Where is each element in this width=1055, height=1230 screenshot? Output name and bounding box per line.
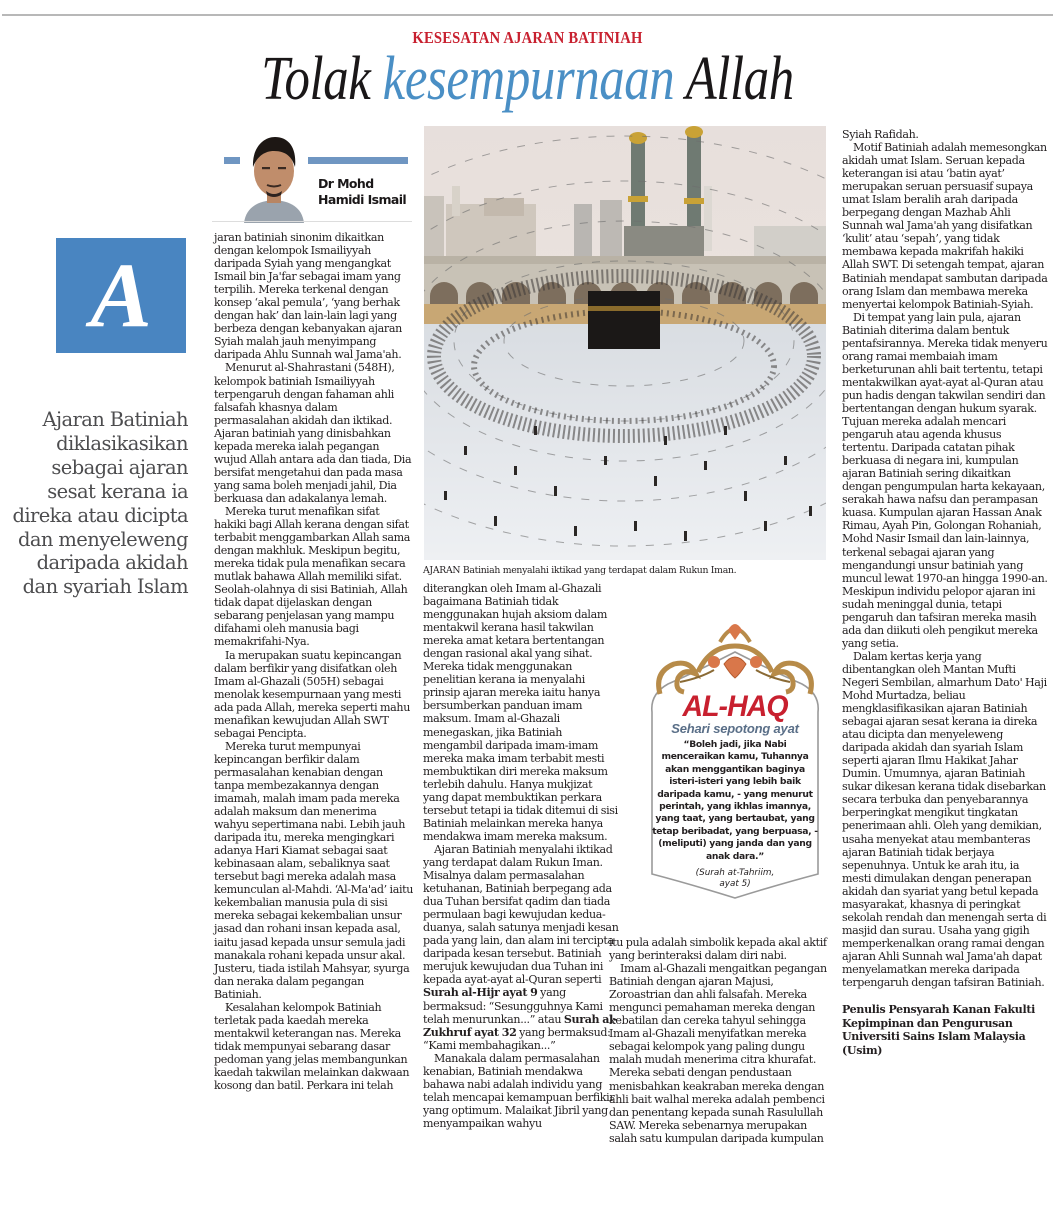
headline-accent: kesempurnaan <box>382 45 675 113</box>
al-haq-source-line-1: (Surah at-Tahriim, <box>695 868 775 878</box>
paragraph: Di tempat yang lain pula, ajaran Batiniah diterima dalam bentuk pentafsirannya. Mereka tidak menyeru orang ramai membaiah imam berketurunan ahli bait tertentu, tetapi mentakwilkan ayat-ayat al-Quran atau pun hadis dengan takwilan sendiri dan bertentangan dengan hukum syarak. Tujuan mereka adalah mencari pengaruh atau agenda khusus tertentu. Daripada catatan pihak berkuasa di negara ini, kumpulan ajaran Batiniah sering dikaitkan dengan pengumpulan harta kekayaan, serakah hawa nafsu dan perampasan kuasa. Kumpulan ajaran Hassan Anak Rimau, Ayah Pin, Golongan Rohaniah, Mohd Nasir Ismail dan lain-lainnya, terkenal sebagai ajaran yang mengandungi unsur batiniah yang muncul lewat 1970-an hingga 1990-an. Meskipun individu pelopor ajaran ini sudah meninggal dunia, tetapi pengaruh dan tafsiran mereka masih ada dan diikuti oleh pengikut mereka yang setia. <box>842 310 1048 650</box>
article-photo-kaaba <box>424 126 826 560</box>
paragraph: Motif Batiniah adalah memesongkan akidah umat Islam. Seruan kepada keterangan isi atau ‘batin ayat’ merupakan seruan persuasif supaya umat Islam beralih arah daripada berpegang dengan Mazhab Ahli Sunnah wal Jama'ah yang disifatkan ‘kulit’ atau ‘sepah’, yang tidak membawa kepada makrifah hakiki Allah SWT. Di setengah tempat, ajaran Batiniah mendapat sambutan daripada orang Islam dan membawa mereka menyertai kelompok Batiniah-Syiah. <box>842 141 1048 311</box>
text-run: yang bermaksud: “Kami membahagikan...” <box>423 1025 611 1052</box>
headline <box>95 44 960 114</box>
article-column-2 <box>423 582 619 1130</box>
headline-part-1: Tolak <box>261 45 383 113</box>
paragraph: itu pula adalah simbolik kepada akal aktif yang berinteraksi dalam diri nabi. <box>609 936 827 963</box>
section-kicker: KESESATAN AJARAN BATINIAH <box>412 28 643 47</box>
paragraph: Ia merupakan suatu kepincangan dalam berfikir yang disifatkan oleh Imam al-Ghazali (505H) sebagai menolak kesempurnaan yang mesti ada pada Allah, mereka seperti mahu menafikan kewujudan Allah SWT sebagai Pencipta. <box>214 648 410 740</box>
article-column-4 <box>842 128 1050 1057</box>
paragraph: diterangkan oleh Imam al-Ghazali bagaimana Batiniah tidak menggunakan hujah aksiom dalam mentakwil kerana hasil takwilan mereka amat ketara bertentangan dengan rasional akal yang sihat. Mereka tidak menggunakan penelitian kerana ia menyalahi prinsip ajaran mereka iaitu hanya bersumberkan panduan imam maksum. Imam al-Ghazali menegaskan, jika Batiniah mengambil daripada imam-imam mereka maka imam terbabit mesti membuktikan diri mereka maksum terlebih dahulu. Hanya mukjizat yang dapat membuktikan perkara tersebut tetapi ia tidak ditemui di sisi Batiniah melainkan mereka hanya mendakwa imam mereka maksum. <box>423 582 618 843</box>
paragraph: Manakala dalam permasalahan kenabian, Batiniah mendakwa bahawa nabi adalah individu yang telah mencapai kemampuan berfikir yang optimum. Malaikat Jibril yang menyampaikan wahyu <box>423 1051 615 1130</box>
text-run: Ajaran Batiniah menyalahi iktikad yang terdapat dalam Rukun Iman. Misalnya dalam permasalahan ketuhanan, Batiniah berpegang ada dua Tuhan bersifat qadim dan tiada permulaan bagi kewujudan kedua-duanya, salah satunya menjadi kesan pada yang lain, dan alam ini tercipta daripada kesan tersebut. Batiniah merujuk kewujudan dua Tuhan ini kepada ayat-ayat al-Quran seperti <box>423 842 619 987</box>
al-haq-verse: “Boleh jadi, jika Nabi menceraikan kamu, Tuhannya akan menggantikan baginya isteri-isteri yang lebih baik daripada kamu, - yang menurut perintah, yang ikhlas imannya, yang taat, yang bertaubat, yang tetap beribadat, yang berpuasa, - (meliputi) yang janda dan yang anak dara.” <box>652 739 818 862</box>
paragraph: Mereka turut mempunyai kepincangan berfikir dalam permasalahan kenabian dengan tanpa membezakannya dengan imamah, malah imam pada mereka adalah maksum dan menerima wahyu sepertimana nabi. Lebih jauh daripada itu, mereka mengingkari adanya Hari Kiamat sebagai saat kebinasaan alam, sebaliknya saat tersebut bagi mereka adalah masa kemunculan al-Mahdi. ‘Al-Ma'ad’ iaitu kekembalian manusia pula di sisi mereka sebagai kekembalian unsur jasad dan rohani insan kepada asal, iaitu jasad kepada unsur semula jadi manakala rohani kepada unsur akal. Justeru, tiada istilah Mahsyar, syurga dan neraka dalam pegangan Batiniah. <box>214 739 414 1001</box>
paragraph: Imam al-Ghazali mengaitkan pegangan Batiniah dengan ajaran Majusi, Zoroastrian dan ahli falsafah. Mereka mengunci pemahaman mereka dengan kebatilan dan cereka tahyul sehingga Imam al-Ghazali menyifatkan mereka sebagai kelompok yang paling dungu malah mudah menerima citra khurafat. Mereka sebati dengan pendustaan menisbahkan keakraban mereka dengan ahli bait walhal mereka adalah pembenci dan penentang kepada sunah Rasulullah SAW. Mereka sebenarnya merupakan salah satu kumpulan daripada kumpulan <box>609 962 827 1145</box>
pull-quote: Ajaran Batiniah diklasikasikan sebagai ajaran sesat kerana ia direka atau dicipta dan menyeleweng daripada akidah dan syariah Islam <box>12 408 188 599</box>
al-haq-subtitle: Sehari sepotong ayat <box>671 721 799 736</box>
paragraph: Menurut al-Shahrastani (548H), kelompok batiniah Ismailiyyah terpengaruh dengan fahaman ahli falsafah khasnya dalam permasalahan akidah dan iktikad. Ajaran batiniah yang dinisbahkan kepada mereka ialah pegangan wujud Allah antara ada dan tiada, Dia bersifat mengetahui dan pada masa yang sama boleh menjadi jahil, Dia berkuasa dan adakalanya lemah. <box>214 361 412 505</box>
top-rule <box>2 14 1053 16</box>
al-haq-source-line-2: ayat 5) <box>719 879 751 889</box>
surah-reference: Surah al-Hijr ayat 9 <box>423 986 538 1000</box>
headline-part-2: Allah <box>674 45 794 113</box>
text-run: yang bermaksud: “Sesungguhnya Kami telah menurunkan...” atau <box>423 986 603 1026</box>
surah-reference: Surah al-Zukhruf ayat 32 <box>423 1012 618 1039</box>
al-haq-source <box>640 868 830 890</box>
paragraph: Dalam kertas kerja yang dibentangkan oleh Mantan Mufti Negeri Sembilan, almarhum Dato' Haji Mohd Murtadza, beliau mengklasifikasikan ajaran Batiniah sebagai ajaran sesat kerana ia direka atau dicipta dan menyeleweng daripada akidah dan syariah Islam seperti ajaran Ilmu Hakikat Jahar Dumin. Umumnya, ajaran Batiniah sukar dikesan kerana tidak disebarkan secara terbuka dan penyebarannya berperingkat mengikut tingkatan penerimaan ahli. Oleh yang demikian, usaha menyekat atau membanteras ajaran Batiniah tidak berjaya sepenuhnya. Untuk ke arah itu, ia mesti dimulakan dengan penerapan akidah dan syariat yang betul kepada masyarakat, khasnya di peringkat sekolah rendah dan menengah serta di masjid dan surau. Usaha yang gigih memperkenalkan orang ramai dengan ajaran Ahli Sunnah wal Jama'ah dapat menyelamatkan mereka daripada terpengaruh dengan tafsiran Batiniah. <box>842 649 1047 990</box>
paragraph: Kesalahan kelompok Batiniah terletak pada kaedah mereka mentakwil keterangan nas. Mereka tidak mempunyai sebarang dasar pedoman yang jelas membangunkan kaedah takwilan melainkan dakwaan kosong dan batil. Perkara ini telah <box>214 1000 410 1093</box>
al-haq-verse-box <box>640 612 830 902</box>
paragraph <box>423 843 619 1052</box>
author-name-line-2: Hamidi Ismail <box>318 192 407 207</box>
photo-caption: AJARAN Batiniah menyalahi iktikad yang terdapat dalam Rukun Iman. <box>423 565 737 576</box>
article-column-1 <box>214 231 414 1092</box>
author-divider <box>212 221 412 222</box>
author-byline: Penulis Pensyarah Kanan Fakulti Kepimpinan dan Pengurusan Universiti Sains Islam Malaysia (Usim) <box>842 1003 1036 1057</box>
article-column-3 <box>609 936 829 1145</box>
paragraph: jaran batiniah sinonim dikaitkan dengan kelompok Ismailiyyah daripada Syiah yang mengangkat Ismail bin Ja'far sebagai imam yang terpilih. Mereka terkenal dengan konsep ‘akal pemula’, ‘yang berhak dengan hak’ dan lain-lain lagi yang berbeza dengan kebanyakan ajaran Syiah malah jauh menyimpang daripada Ahlu Sunnah wal Jama'ah. <box>214 231 402 362</box>
paragraph: Syiah Rafidah. <box>842 128 919 141</box>
al-haq-title: AL-HAQ <box>682 690 788 723</box>
author-name-line-1: Dr Mohd <box>318 176 374 191</box>
drop-cap: A <box>56 238 186 353</box>
paragraph: Mereka turut menafikan sifat hakiki bagi Allah kerana dengan sifat terbabit menggambarkan Allah sama dengan makhluk. Meskipun begitu, mereka tidak pula menafikan secara mutlak bahawa Allah memiliki sifat. Seolah-olahnya di sisi Batiniah, Allah tidak dapat dijelaskan dengan sebarang penjelasan yang mampu difahami oleh manusia bagi memakrifahi-Nya. <box>214 504 411 649</box>
author-photo <box>240 133 308 223</box>
author-name <box>318 176 420 208</box>
